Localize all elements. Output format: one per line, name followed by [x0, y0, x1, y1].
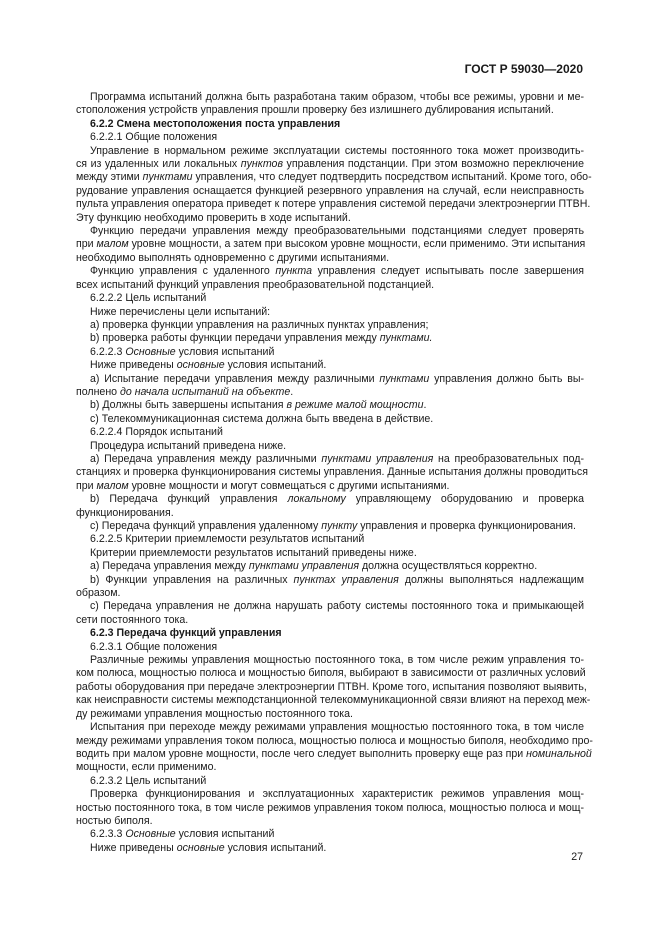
text-segment: 6.2.2.5 Критерии приемлемости результатов испытаний: [90, 533, 365, 546]
text-line: [76, 560, 584, 573]
text-segment: управления и проверка функционирования.: [357, 520, 576, 532]
text-line: [76, 802, 584, 815]
text-line: [76, 587, 584, 600]
text-line: [76, 667, 584, 680]
text-segment: Процедура испытаний приведена ниже.: [90, 439, 287, 452]
text-line: [76, 734, 593, 748]
page-number: 27: [571, 851, 583, 863]
text-line: [76, 680, 587, 694]
italic-text: пунктов: [240, 158, 283, 171]
text-segment: .: [423, 399, 427, 412]
text-line: [76, 842, 584, 855]
text-segment: всех испытаний функций управления преобразовательной подстанцией.: [76, 278, 435, 291]
text-segment: a) Передача управления между различными: [90, 452, 322, 465]
italic-text: пунктами.: [379, 332, 433, 345]
text-segment: условия испытаний.: [224, 359, 327, 372]
text-segment: c) Передача функций управления удаленному: [90, 520, 322, 532]
text-segment: функционирования.: [76, 506, 174, 519]
text-segment: рудование управления оснащается функцией резервного управления на случай, если неисправность: [76, 184, 584, 197]
text-line: [76, 332, 584, 345]
italic-text: локальному: [287, 493, 346, 506]
text-segment: управления, что следует подтвердить посредством испытаний. Кроме того, обо-: [192, 171, 592, 184]
text-segment: должны выполняться надлежащим: [398, 573, 584, 586]
text-segment: условия испытаний: [175, 828, 275, 841]
text-line: [76, 761, 584, 774]
text-segment: ностью постоянного тока, в том числе режимов управления током полюса, мощностью полюса и мощ-: [76, 801, 584, 814]
text-segment: 6.2.3.2 Цель испытаний: [90, 774, 207, 787]
text-line: [76, 198, 591, 211]
text-line: [76, 252, 584, 265]
text-line: [76, 493, 584, 506]
text-segment: a) Передача управления между: [90, 560, 249, 573]
text-line: [76, 386, 584, 399]
italic-text: пунктами: [142, 171, 193, 184]
text-segment: Различные режимы управления мощностью постоянного тока, в том числе режим управления то-: [90, 654, 584, 667]
text-line: [76, 694, 591, 707]
italic-text: пунктами управления: [248, 560, 360, 573]
text-line: [76, 654, 584, 667]
text-segment: b) Передача функций управления: [90, 493, 288, 506]
text-line: [76, 238, 584, 251]
text-line: [76, 574, 584, 587]
text-segment: c) Передача управления не должна нарушать работу системы постоянного тока и примыкающей: [90, 600, 584, 613]
text-line: [76, 399, 584, 412]
text-line: [76, 641, 584, 654]
text-line: [76, 426, 584, 439]
text-segment: между режимами управления током полюса, мощностью полюса и мощностью биполя, необходимо про-: [76, 734, 593, 747]
text-line: [76, 788, 584, 801]
text-segment: ностью биполя.: [76, 814, 153, 827]
text-line: [76, 775, 584, 788]
italic-text: малом: [96, 479, 129, 492]
italic-text: номинальной: [526, 747, 592, 760]
text-line: [76, 520, 584, 533]
text-segment: между этими: [76, 171, 143, 184]
text-line: [76, 721, 584, 734]
text-segment: Критерии приемлемости результатов испытаний приведены ниже.: [90, 546, 417, 559]
text-segment: на преобразовательных под-: [433, 452, 584, 465]
text-segment: Ниже приведены: [90, 359, 177, 372]
text-segment: a) Испытание передачи управления между различными: [90, 372, 380, 385]
italic-text: Основные: [125, 828, 176, 841]
text-line: [76, 104, 584, 117]
text-segment: 6.2.2 Смена местоположения поста управления: [90, 117, 341, 130]
text-segment: 6.2.3.1 Общие положения: [90, 640, 218, 653]
section-heading: [76, 627, 584, 640]
text-segment: должна осуществляться корректно.: [359, 560, 538, 573]
text-segment: при: [76, 238, 97, 251]
text-line: [76, 145, 584, 158]
text-line: [76, 292, 584, 305]
text-segment: Управление в нормальном режиме эксплуатации системы постоянного тока может производить-: [90, 144, 584, 157]
text-segment: уровне мощности, а затем при высоком уровне мощности, если применимо. Эти испытания: [128, 238, 586, 251]
text-segment: 6.2.3 Передача функций управления: [90, 627, 282, 640]
text-segment: Испытания при переходе между режимами управления мощностью постоянного тока, в том числе: [90, 721, 584, 734]
text-segment: Функцию передачи управления между преобразовательными подстанциями следует проверять: [90, 225, 584, 238]
text-line: [76, 225, 584, 238]
text-line: [76, 306, 584, 319]
text-line: [76, 413, 584, 426]
italic-text: пунктами управления: [321, 452, 434, 465]
text-segment: стоположения устройств управления прошли проверку без излишнего дублирования испытаний.: [76, 104, 554, 117]
text-segment: Программа испытаний должна быть разработана таким образом, чтобы все режимы, уровни и ме-: [90, 91, 584, 103]
text-segment: b) Функции управления на различных: [90, 573, 294, 586]
text-line: [76, 747, 592, 761]
text-segment: условия испытаний: [175, 345, 275, 358]
text-segment: как неисправности системы межподстанционной телекоммуникационной связи влияют на переход меж-: [76, 694, 591, 707]
text-line: [76, 158, 584, 171]
text-segment: 6.2.3.3: [90, 828, 126, 841]
text-line: [76, 346, 584, 359]
text-segment: b) проверка работы функции передачи управления между: [90, 332, 380, 345]
italic-text: до начала испытаний на объекте: [120, 385, 291, 398]
text-segment: пульта управления оператора приведет к потере управления системой передачи электроэнергии ПТВН.: [76, 198, 591, 211]
text-segment: 6.2.2.3: [90, 345, 126, 358]
document-body: [76, 91, 593, 855]
text-segment: водить при малом уровне мощности, после чего следует выполнить проверку еще раз при: [76, 747, 527, 760]
text-line: [76, 373, 584, 386]
text-line: [76, 185, 584, 198]
text-segment: Эту функцию необходимо проверить в ходе испытаний.: [76, 211, 351, 224]
text-line: [76, 815, 584, 828]
text-segment: a) проверка функции управления на различных пунктах управления;: [90, 318, 429, 331]
text-segment: ся из удаленных или локальных: [76, 158, 241, 171]
text-line: [76, 440, 584, 453]
text-segment: Функцию управления с удаленного: [90, 265, 276, 278]
italic-text: пунктами: [379, 372, 430, 385]
text-line: [76, 453, 584, 466]
text-line: [76, 319, 584, 332]
text-line: [76, 507, 584, 520]
italic-text: пунктах управления: [293, 573, 399, 586]
text-segment: сети постоянного тока.: [76, 613, 189, 626]
text-segment: 6.2.2.2 Цель испытаний: [90, 292, 207, 305]
text-segment: мощности, если применимо.: [76, 761, 217, 774]
text-segment: образом.: [76, 587, 121, 600]
text-segment: ком полюса, мощностью полюса и мощностью биполя, выбирают в зависимости от различных условий: [76, 667, 586, 680]
text-segment: 6.2.2.4 Порядок испытаний: [90, 426, 223, 439]
text-segment: работы оборудования при передаче электроэнергии ПТВН. Кроме того, испытания позволяют выявить,: [76, 680, 587, 693]
italic-text: основные: [176, 841, 225, 854]
text-segment: управления следует испытывать после завершения: [312, 265, 584, 278]
text-segment: Проверка функционирования и эксплуатационных характеристик режимов управления мощ-: [90, 788, 584, 801]
italic-text: пункту: [321, 520, 358, 532]
text-segment: Ниже перечислены цели испытаний:: [90, 305, 271, 318]
italic-text: в режиме малой мощности: [286, 399, 424, 412]
italic-text: пункта: [275, 265, 312, 278]
text-line: [76, 600, 584, 613]
text-segment: управляющему оборудованию и проверка: [345, 493, 584, 506]
text-line: [76, 91, 584, 104]
text-line: [76, 828, 584, 841]
text-segment: необходимо выполнять одновременно с другими испытаниями.: [76, 251, 390, 264]
text-segment: управления должно быть вы-: [429, 372, 584, 385]
text-line: [76, 212, 584, 225]
section-heading: [76, 118, 584, 131]
text-line: [76, 466, 588, 479]
italic-text: основные: [176, 359, 225, 372]
text-line: [76, 480, 584, 493]
text-segment: .: [290, 385, 294, 398]
text-segment: станциях и проверка функционирования системы управления. Данные испытания должны проводиться: [76, 466, 588, 479]
text-segment: ду режимами управления мощностью постоянного тока.: [76, 707, 353, 720]
text-line: [76, 547, 584, 560]
italic-text: Основные: [125, 345, 176, 358]
text-segment: Ниже приведены: [90, 841, 177, 854]
text-line: [76, 171, 592, 184]
text-line: [76, 614, 584, 627]
text-line: [76, 131, 584, 144]
text-line: [76, 708, 584, 721]
text-segment: c) Телекоммуникационная система должна быть введена в действие.: [90, 412, 434, 425]
text-segment: при: [76, 479, 97, 492]
text-segment: 6.2.2.1 Общие положения: [90, 131, 218, 144]
text-segment: условия испытаний.: [224, 841, 327, 854]
text-segment: управления подстанции. При этом возможно переключение: [282, 158, 584, 171]
text-segment: полнено: [76, 385, 121, 398]
italic-text: малом: [96, 238, 129, 251]
text-line: [76, 533, 584, 546]
standard-designation: ГОСТ Р 59030—2020: [464, 62, 583, 76]
text-line: [76, 265, 584, 278]
text-segment: уровне мощности и могут совмещаться с другими испытаниями.: [128, 479, 450, 492]
text-line: [76, 359, 584, 372]
text-segment: b) Должны быть завершены испытания: [90, 399, 287, 412]
text-line: [76, 279, 584, 292]
